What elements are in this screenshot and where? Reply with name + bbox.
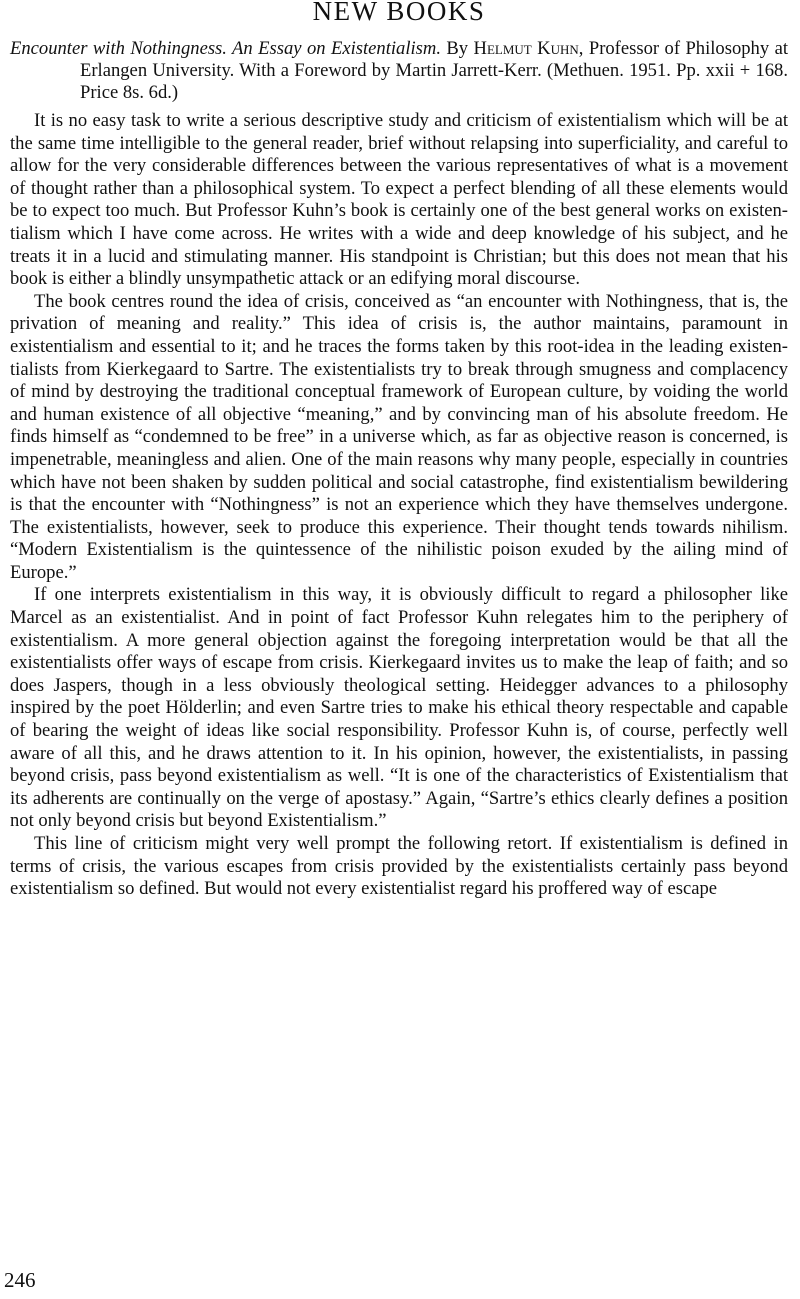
review-paragraph: This line of criticism might very well prompt the following retort. If existentialism is defined in terms of crisis, the various escapes from crisis provided by the existentialists certainly pass beyond existentialism so defined. But would not every existentialist regard his proffered way of escape (10, 833, 788, 900)
section-title: NEW BOOKS (312, 0, 486, 26)
book-author: Helmut Kuhn, (473, 38, 584, 59)
book-heading (10, 38, 788, 104)
review-body (10, 110, 788, 901)
review-paragraph: If one interprets existentialism in this way, it is obviously difficult to regard a philosopher like Marcel as an existentialist. And in point of fact Professor Kuhn relegates him to the periphery of existentialism. A more general objection against the foregoing interpretation would be that all the existentialists offer ways of escape from crisis. Kierkegaard invites us to make the leap of faith; and so does Jaspers, though in a less obviously theological setting. Heidegger advances to a philosophy inspired by the poet Hölderlin; and even Sartre tries to make his ethical theory respectable and capable of bearing the weight of ideas like social responsibility. Professor Kuhn is, of course, perfectly well aware of all this, and he draws attention to it. In his opinion, however, the existentialists, in passing beyond crisis, pass beyond existentialism as well. “It is one of the characteristics of Existentialism that its adherents are continually on the verge of apostasy.” Again, “Sartre’s ethics clearly defines a position not only beyond crisis but beyond Existentialism.” (10, 584, 788, 832)
page-number: 246 (4, 1268, 36, 1292)
review-paragraph: It is no easy task to write a serious descriptive study and criticism of existentialism which will be at the same time intelligible to the general reader, brief without relapsing into superficiality, and careful to allow for the very considerable differences between the various representatives of what is a movement of thought rather than a philosophical system. To expect a perfect blending of all these elements would be to expect too much. But Professor Kuhn’s book is certainly one of the best general works on existentialism which I have come across. He writes with a wide and deep knowledge of his subject, and he treats it in a lucid and stimulating manner. His standpoint is Christian; but this does not mean that his book is either a blindly unsympathetic attack or an edifying moral discourse. (10, 110, 788, 290)
journal-page (10, 0, 788, 901)
book-details: Professor of Philosophy at Erlangen University. With a Foreword by Martin Jarrett-Kerr. (Methuen. 1951. Pp. xxii + 168. Price 8s. 6d.) (80, 38, 788, 103)
book-title: Encounter with Nothingness. An Essay on Existentialism. (10, 38, 441, 59)
by-word: By (440, 38, 474, 59)
review-paragraph: The book centres round the idea of crisis, conceived as “an encounter with Nothingness, that is, the privation of meaning and reality.” This idea of crisis is, the author maintains, paramount in existentialism and essential to it; and he traces the forms taken by this root-idea in the leading existentialists from Kierkegaard to Sartre. The existentialists try to break through smugness and complacency of mind by destroying the traditional conceptual framework of European culture, by voiding the world and human existence of all objective “meaning,” and by convincing man of his absolute freedom. He finds himself as “condemned to be free” in a universe which, as far as objective reason is concerned, is impenetrable, meaningless and alien. One of the main reasons why many people, especially in countries which have not been shaken by sudden political and social catastrophe, find existentialism bewildering is that the encounter with “Nothingness” is not an experience which they have themselves undergone. The existentialists, however, seek to produce this experience. Their thought tends towards nihilism. “Modern Existentialism is the quintessence of the nihilistic poison exuded by the ailing mind of Europe.” (10, 290, 788, 583)
